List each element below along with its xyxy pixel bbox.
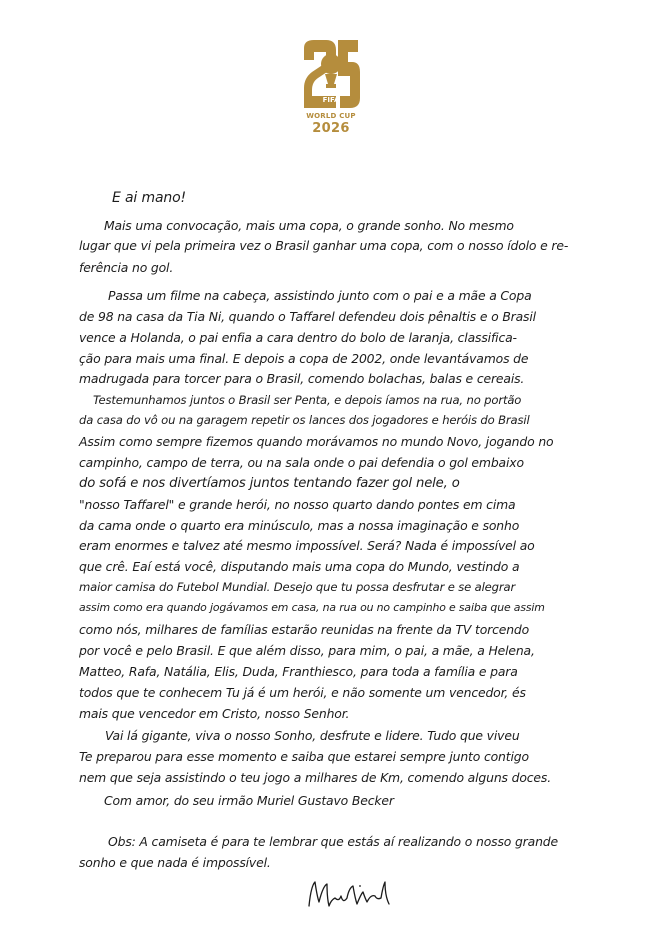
letter-line: nem que seja assistindo o teu jogo a milhares de Km, comendo alguns doces. [79, 770, 552, 785]
letter-line: campinho, campo de terra, ou na sala onde o pai defendia o gol embaixo [79, 455, 524, 470]
fifa-badge-text: FIFA [322, 96, 340, 104]
handwritten-signature [305, 876, 395, 916]
greeting: E ai mano! [112, 190, 186, 206]
letter-line: Testemunhamos juntos o Brasil ser Penta, e depois íamos na rua, no portão [93, 393, 522, 407]
letter-line: Te preparou para esse momento e saiba que estarei sempre junto contigo [79, 749, 529, 764]
letter-line: de 98 na casa da Tia Ni, quando o Taffarel defendeu dois pênaltis e o Brasil [79, 309, 536, 324]
letter-line: ferência no gol. [79, 260, 174, 275]
letter-line: Matteo, Rafa, Natália, Elis, Duda, Franthiesco, para toda a família e para [79, 664, 518, 679]
trophy-emblem-icon [298, 38, 364, 110]
letter-line: Vai lá gigante, viva o nosso Sonho, desfrute e lidere. Tudo que viveu [105, 728, 520, 743]
letter-line: que crê. Eaí está você, disputando mais uma copa do Mundo, vestindo a [79, 559, 520, 574]
obs-line: sonho e que nada é impossível. [79, 855, 271, 870]
logo-caption-world-cup: WORLD CUP [306, 112, 356, 120]
letter-line: vence a Holanda, o pai enfia a cara dentro do bolo de laranja, classifica- [79, 330, 517, 345]
letter-line: da cama onde o quarto era minúsculo, mas a nossa imaginação e sonho [79, 518, 520, 533]
letter-line: maior camisa do Futebol Mundial. Desejo que tu possa desfrutar e se alegrar [79, 580, 516, 594]
letter-line: da casa do vô ou na garagem repetir os lances dos jogadores e heróis do Brasil [79, 413, 530, 427]
letter-line: madrugada para torcer para o Brasil, comendo bolachas, balas e cereais. [79, 371, 525, 386]
letter-line: Assim como sempre fizemos quando morávamos no mundo Novo, jogando no [79, 434, 554, 449]
world-cup-logo [298, 38, 364, 142]
obs-line: Obs: A camiseta é para te lembrar que estás aí realizando o nosso grande [108, 834, 558, 849]
closing-line: Com amor, do seu irmão Muriel Gustavo Becker [104, 793, 394, 808]
letter-line: assim como era quando jogávamos em casa, na rua ou no campinho e saiba que assim [79, 601, 545, 614]
letter-line: todos que te conhecem Tu já é um herói, e não somente um vencedor, és [79, 685, 526, 700]
letter-line: ção para mais uma final. E depois a copa de 2002, onde levantávamos de [79, 351, 529, 366]
letter-line: do sofá e nos divertíamos juntos tentando fazer gol nele, o [79, 476, 460, 491]
logo-caption-year: 2026 [312, 121, 350, 136]
letter-line: Mais uma convocação, mais uma copa, o grande sonho. No mesmo [104, 218, 514, 233]
letter-line: mais que vencedor em Cristo, nosso Senhor. [79, 706, 350, 721]
letter-line: como nós, milhares de famílias estarão reunidas na frente da TV torcendo [79, 622, 530, 637]
letter-line: "nosso Taffarel" e grande herói, no nosso quarto dando pontes em cima [79, 497, 516, 512]
letter-line: lugar que vi pela primeira vez o Brasil ganhar uma copa, com o nosso ídolo e re- [79, 238, 569, 253]
letter-line: eram enormes e talvez até mesmo impossível. Será? Nada é impossível ao [79, 538, 535, 553]
letter-line: Passa um filme na cabeça, assistindo junto com o pai e a mãe a Copa [108, 288, 532, 303]
letter-line: por você e pelo Brasil. E que além disso, para mim, o pai, a mãe, a Helena, [79, 643, 535, 658]
